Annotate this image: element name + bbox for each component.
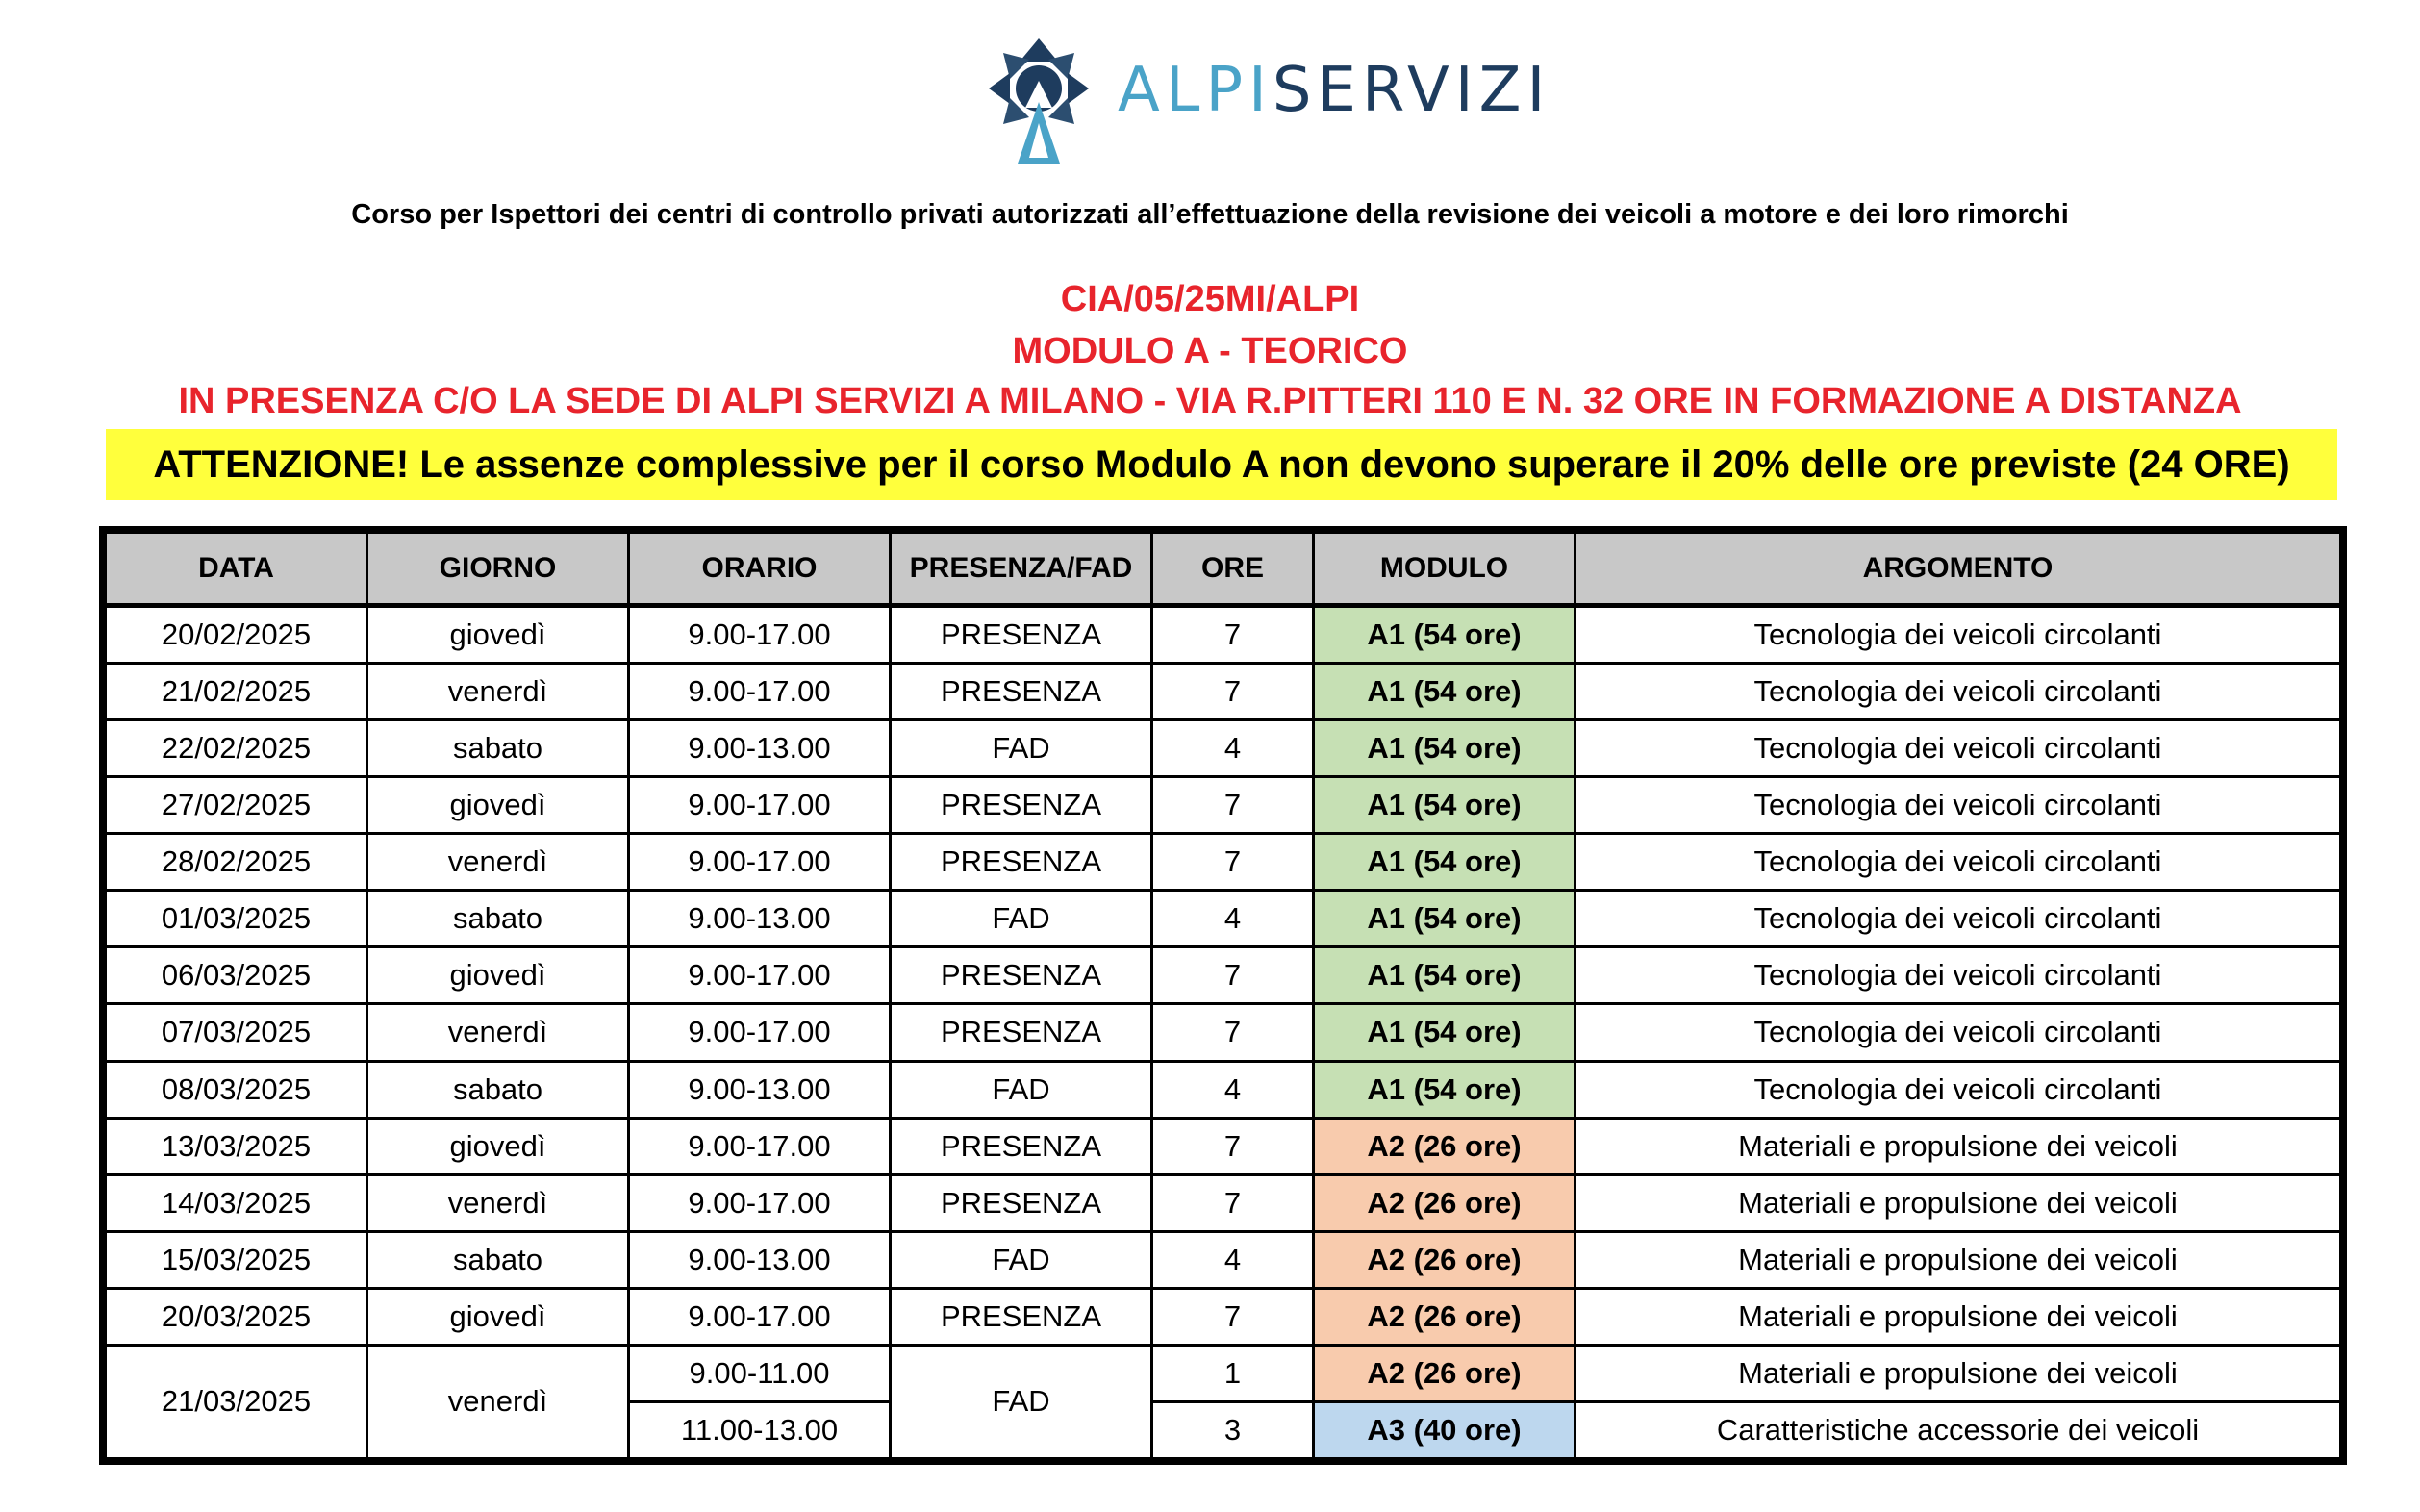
cell-module: A1 (54 ore) — [1314, 834, 1576, 891]
table-header-row — [106, 533, 2341, 606]
cell-mode: PRESENZA — [891, 664, 1152, 720]
cell-time: 9.00-17.00 — [629, 1174, 891, 1231]
company-logo — [962, 23, 1551, 177]
logo-text-alpi: ALPI — [1118, 55, 1273, 126]
cell-topic: Tecnologia dei veicoli circolanti — [1576, 1004, 2341, 1061]
cell-date: 14/03/2025 — [106, 1174, 367, 1231]
table-row-split-first — [106, 1345, 2341, 1401]
cell-hours: 4 — [1152, 1061, 1314, 1118]
cell-hours: 7 — [1152, 1174, 1314, 1231]
cell-time: 11.00-13.00 — [629, 1401, 891, 1458]
cell-topic: Tecnologia dei veicoli circolanti — [1576, 891, 2341, 947]
header-modulo: MODULO — [1314, 533, 1576, 606]
table-row — [106, 1118, 2341, 1174]
cell-topic: Tecnologia dei veicoli circolanti — [1576, 834, 2341, 891]
cell-time: 9.00-17.00 — [629, 606, 891, 664]
cell-mode: PRESENZA — [891, 777, 1152, 834]
cell-module: A1 (54 ore) — [1314, 777, 1576, 834]
cell-module: A2 (26 ore) — [1314, 1231, 1576, 1288]
cell-module: A1 (54 ore) — [1314, 1061, 1576, 1118]
cell-hours: 1 — [1152, 1345, 1314, 1401]
cell-day: giovedì — [367, 606, 629, 664]
cell-module: A2 (26 ore) — [1314, 1345, 1576, 1401]
cell-module: A1 (54 ore) — [1314, 891, 1576, 947]
logo-text-servizi: SERVIZI — [1272, 55, 1551, 126]
cell-topic: Tecnologia dei veicoli circolanti — [1576, 720, 2341, 777]
cell-time: 9.00-13.00 — [629, 891, 891, 947]
cell-topic: Tecnologia dei veicoli circolanti — [1576, 947, 2341, 1004]
cell-mode: PRESENZA — [891, 834, 1152, 891]
table-row — [106, 606, 2341, 664]
table-row — [106, 891, 2341, 947]
cell-day: venerdì — [367, 1345, 629, 1458]
cell-time: 9.00-11.00 — [629, 1345, 891, 1401]
cell-date: 08/03/2025 — [106, 1061, 367, 1118]
cell-topic: Tecnologia dei veicoli circolanti — [1576, 1061, 2341, 1118]
table-row — [106, 1231, 2341, 1288]
cell-mode: PRESENZA — [891, 1288, 1152, 1345]
cell-hours: 4 — [1152, 891, 1314, 947]
cell-date: 27/02/2025 — [106, 777, 367, 834]
cell-date: 21/03/2025 — [106, 1345, 367, 1458]
cell-module: A3 (40 ore) — [1314, 1401, 1576, 1458]
cell-hours: 7 — [1152, 777, 1314, 834]
cell-hours: 7 — [1152, 1118, 1314, 1174]
cell-module: A1 (54 ore) — [1314, 606, 1576, 664]
cell-mode: FAD — [891, 1061, 1152, 1118]
cell-day: sabato — [367, 1061, 629, 1118]
cell-mode: FAD — [891, 891, 1152, 947]
cell-mode: PRESENZA — [891, 947, 1152, 1004]
table-row — [106, 1288, 2341, 1345]
cell-date: 01/03/2025 — [106, 891, 367, 947]
cell-time: 9.00-13.00 — [629, 1231, 891, 1288]
cell-hours: 7 — [1152, 1004, 1314, 1061]
header-data: DATA — [106, 533, 367, 606]
table-row — [106, 1004, 2341, 1061]
course-code: CIA/05/25MI/ALPI — [1060, 279, 1360, 319]
attendance-warning-banner: ATTENZIONE! Le assenze complessive per il corso Modulo A non devono superare il 20% delle ore previste (24 ORE) — [106, 429, 2337, 500]
cell-hours: 4 — [1152, 1231, 1314, 1288]
header-giorno: GIORNO — [367, 533, 629, 606]
cell-date: 06/03/2025 — [106, 947, 367, 1004]
cell-day: sabato — [367, 720, 629, 777]
cell-day: giovedì — [367, 1118, 629, 1174]
cell-module: A2 (26 ore) — [1314, 1174, 1576, 1231]
cell-day: giovedì — [367, 777, 629, 834]
cell-date: 13/03/2025 — [106, 1118, 367, 1174]
header-argomento: ARGOMENTO — [1576, 533, 2341, 606]
cell-hours: 7 — [1152, 664, 1314, 720]
cell-hours: 7 — [1152, 606, 1314, 664]
cell-date: 21/02/2025 — [106, 664, 367, 720]
cell-topic: Tecnologia dei veicoli circolanti — [1576, 606, 2341, 664]
cell-mode: FAD — [891, 1345, 1152, 1458]
cell-date: 22/02/2025 — [106, 720, 367, 777]
cell-module: A2 (26 ore) — [1314, 1118, 1576, 1174]
cell-day: giovedì — [367, 1288, 629, 1345]
cell-day: venerdì — [367, 1004, 629, 1061]
table-row — [106, 834, 2341, 891]
cell-topic: Materiali e propulsione dei veicoli — [1576, 1174, 2341, 1231]
cell-topic: Caratteristiche accessorie dei veicoli — [1576, 1401, 2341, 1458]
cell-day: venerdì — [367, 664, 629, 720]
cell-time: 9.00-17.00 — [629, 834, 891, 891]
cell-module: A1 (54 ore) — [1314, 664, 1576, 720]
cell-topic: Materiali e propulsione dei veicoli — [1576, 1118, 2341, 1174]
cell-hours: 7 — [1152, 947, 1314, 1004]
table-row — [106, 947, 2341, 1004]
cell-mode: PRESENZA — [891, 1174, 1152, 1231]
cell-day: sabato — [367, 891, 629, 947]
cell-time: 9.00-17.00 — [629, 777, 891, 834]
cell-time: 9.00-17.00 — [629, 1004, 891, 1061]
cell-topic: Tecnologia dei veicoli circolanti — [1576, 777, 2341, 834]
cell-date: 15/03/2025 — [106, 1231, 367, 1288]
cell-time: 9.00-13.00 — [629, 720, 891, 777]
schedule-table — [104, 531, 2342, 1460]
cell-mode: PRESENZA — [891, 1004, 1152, 1061]
logo-wordmark — [1118, 55, 1551, 126]
cell-module: A1 (54 ore) — [1314, 720, 1576, 777]
course-title: Corso per Ispettori dei centri di controllo privati autorizzati all’effettuazione della revisione dei veicoli a motore e dei loro rimorchi — [351, 199, 2069, 230]
cell-topic: Tecnologia dei veicoli circolanti — [1576, 664, 2341, 720]
cell-time: 9.00-13.00 — [629, 1061, 891, 1118]
cell-time: 9.00-17.00 — [629, 664, 891, 720]
cell-topic: Materiali e propulsione dei veicoli — [1576, 1288, 2341, 1345]
cell-mode: FAD — [891, 720, 1152, 777]
alpi-servizi-logo-icon — [962, 23, 1116, 177]
table-row — [106, 1061, 2341, 1118]
cell-date: 20/02/2025 — [106, 606, 367, 664]
cell-mode: FAD — [891, 1231, 1152, 1288]
cell-module: A1 (54 ore) — [1314, 1004, 1576, 1061]
table-row — [106, 777, 2341, 834]
cell-date: 07/03/2025 — [106, 1004, 367, 1061]
module-title: MODULO A - TEORICO — [1012, 331, 1408, 371]
cell-mode: PRESENZA — [891, 1118, 1152, 1174]
header-orario: ORARIO — [629, 533, 891, 606]
cell-time: 9.00-17.00 — [629, 1118, 891, 1174]
cell-hours: 3 — [1152, 1401, 1314, 1458]
cell-module: A1 (54 ore) — [1314, 947, 1576, 1004]
cell-time: 9.00-17.00 — [629, 1288, 891, 1345]
table-row — [106, 720, 2341, 777]
table-row — [106, 664, 2341, 720]
cell-day: venerdì — [367, 1174, 629, 1231]
cell-hours: 4 — [1152, 720, 1314, 777]
cell-date: 28/02/2025 — [106, 834, 367, 891]
cell-mode: PRESENZA — [891, 606, 1152, 664]
cell-day: sabato — [367, 1231, 629, 1288]
cell-topic: Materiali e propulsione dei veicoli — [1576, 1231, 2341, 1288]
cell-hours: 7 — [1152, 1288, 1314, 1345]
cell-topic: Materiali e propulsione dei veicoli — [1576, 1345, 2341, 1401]
header-ore: ORE — [1152, 533, 1314, 606]
header-presenza-fad: PRESENZA/FAD — [891, 533, 1152, 606]
cell-module: A2 (26 ore) — [1314, 1288, 1576, 1345]
cell-day: giovedì — [367, 947, 629, 1004]
table-row — [106, 1174, 2341, 1231]
cell-time: 9.00-17.00 — [629, 947, 891, 1004]
cell-hours: 7 — [1152, 834, 1314, 891]
cell-day: venerdì — [367, 834, 629, 891]
cell-date: 20/03/2025 — [106, 1288, 367, 1345]
location-line: IN PRESENZA C/O LA SEDE DI ALPI SERVIZI A MILANO - VIA R.PITTERI 110 E N. 32 ORE IN FORMAZIONE A DISTANZA — [178, 381, 2242, 421]
